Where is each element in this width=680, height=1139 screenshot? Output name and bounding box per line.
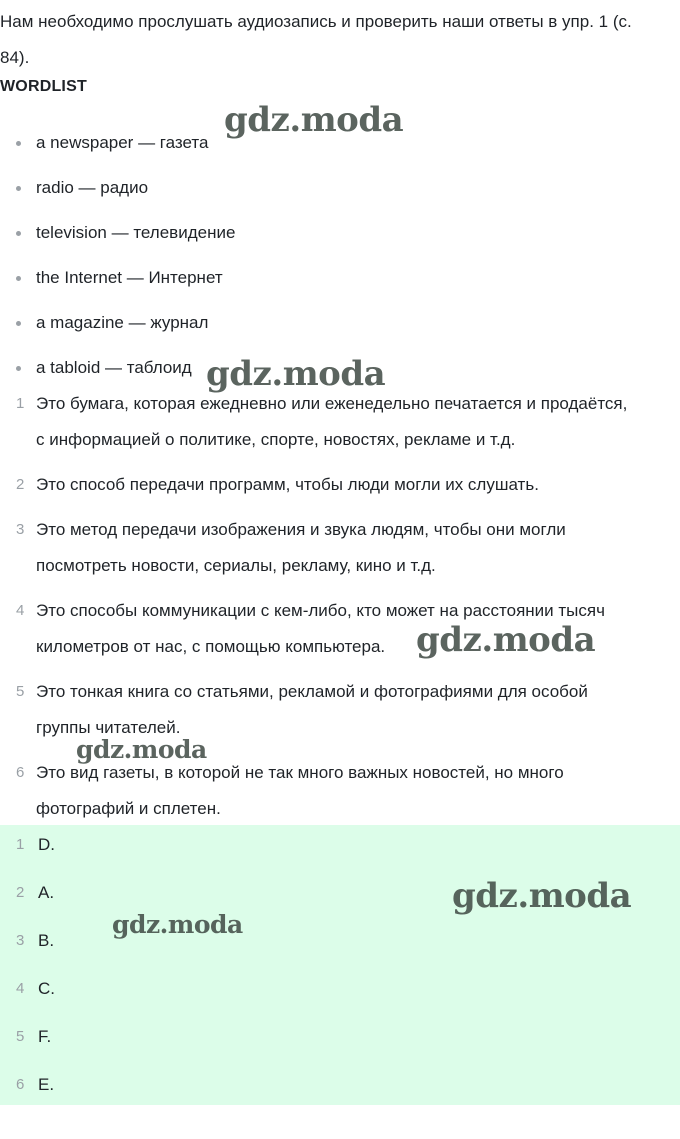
definition-number: 6 — [16, 764, 25, 781]
answers-block — [0, 825, 680, 1105]
answer-number: 2 — [16, 884, 25, 901]
bullet-icon — [16, 276, 21, 281]
definition-item — [0, 755, 680, 827]
answer-number: 1 — [16, 836, 25, 853]
definition-item — [0, 386, 680, 458]
wordlist-item-text: radio — радио — [36, 178, 149, 197]
answer-value: B. — [38, 931, 55, 950]
definition-number: 5 — [16, 683, 25, 700]
answer-item — [0, 825, 680, 873]
intro-line-1: Нам необходимо прослушать аудиозапись и проверить наши ответы в упр. 1 (с. — [0, 12, 632, 31]
definition-item — [0, 467, 680, 503]
wordlist-heading: WORDLIST — [0, 78, 87, 95]
intro-text — [0, 4, 680, 76]
bullet-icon — [16, 366, 21, 371]
definition-number: 3 — [16, 521, 25, 538]
wordlist-item-text: the Internet — Интернет — [36, 268, 223, 287]
definition-line: фотографий и сплетен. — [36, 799, 221, 818]
definition-line: Это тонкая книга со статьями, рекламой и фотографиями для особой — [36, 682, 588, 701]
watermark: gdz.moda — [452, 876, 632, 916]
definition-line: Это метод передачи изображения и звука людям, чтобы они могли — [36, 520, 566, 539]
watermark: gdz.moda — [112, 910, 243, 939]
definition-number: 2 — [16, 476, 25, 493]
bullet-icon — [16, 186, 21, 191]
answer-number: 4 — [16, 980, 25, 997]
bullet-icon — [16, 321, 21, 326]
wordlist-item — [0, 304, 680, 349]
definition-line: группы читателей. — [36, 718, 181, 737]
answer-number: 6 — [16, 1076, 25, 1093]
watermark: gdz.moda — [206, 354, 386, 394]
answer-number: 3 — [16, 932, 25, 949]
watermark: gdz.moda — [224, 100, 404, 140]
answer-value: F. — [38, 1027, 52, 1046]
answer-value: D. — [38, 835, 55, 854]
wordlist-item — [0, 259, 680, 304]
wordlist-item-text: television — телевидение — [36, 223, 236, 242]
intro-line-2: 84). — [0, 48, 30, 67]
definition-line: Это способы коммуникации с кем-либо, кто может на расстоянии тысяч — [36, 601, 605, 620]
watermark: gdz.moda — [416, 620, 596, 660]
definition-line: Это способ передачи программ, чтобы люди могли их слушать. — [36, 475, 539, 494]
definition-number: 4 — [16, 602, 25, 619]
answer-item — [0, 1017, 680, 1065]
definition-line: Это бумага, которая ежедневно или еженедельно печатается и продаётся, — [36, 394, 628, 413]
answer-value: A. — [38, 883, 55, 902]
definition-line: с информацией о политике, спорте, новостях, рекламе и т.д. — [36, 430, 516, 449]
bullet-icon — [16, 141, 21, 146]
watermark: gdz.moda — [76, 735, 207, 764]
wordlist-item — [0, 214, 680, 259]
wordlist-item-text: a tabloid — таблоид — [36, 358, 192, 377]
answer-value: E. — [38, 1075, 55, 1094]
answer-item — [0, 969, 680, 1017]
definition-number: 1 — [16, 395, 25, 412]
definition-line: Это вид газеты, в которой не так много важных новостей, но много — [36, 763, 564, 782]
answers-list — [0, 825, 680, 1113]
definitions-list — [0, 386, 680, 836]
wordlist-item-text: a magazine — журнал — [36, 313, 209, 332]
answer-value: C. — [38, 979, 55, 998]
definition-item — [0, 512, 680, 584]
wordlist-item-text: a newspaper — газета — [36, 133, 209, 152]
definition-line: посмотреть новости, сериалы, рекламу, кино и т.д. — [36, 556, 436, 575]
bullet-icon — [16, 231, 21, 236]
wordlist-item — [0, 169, 680, 214]
definition-line: километров от нас, с помощью компьютера. — [36, 637, 386, 656]
answer-item — [0, 1065, 680, 1113]
answer-item — [0, 921, 680, 969]
answer-number: 5 — [16, 1028, 25, 1045]
